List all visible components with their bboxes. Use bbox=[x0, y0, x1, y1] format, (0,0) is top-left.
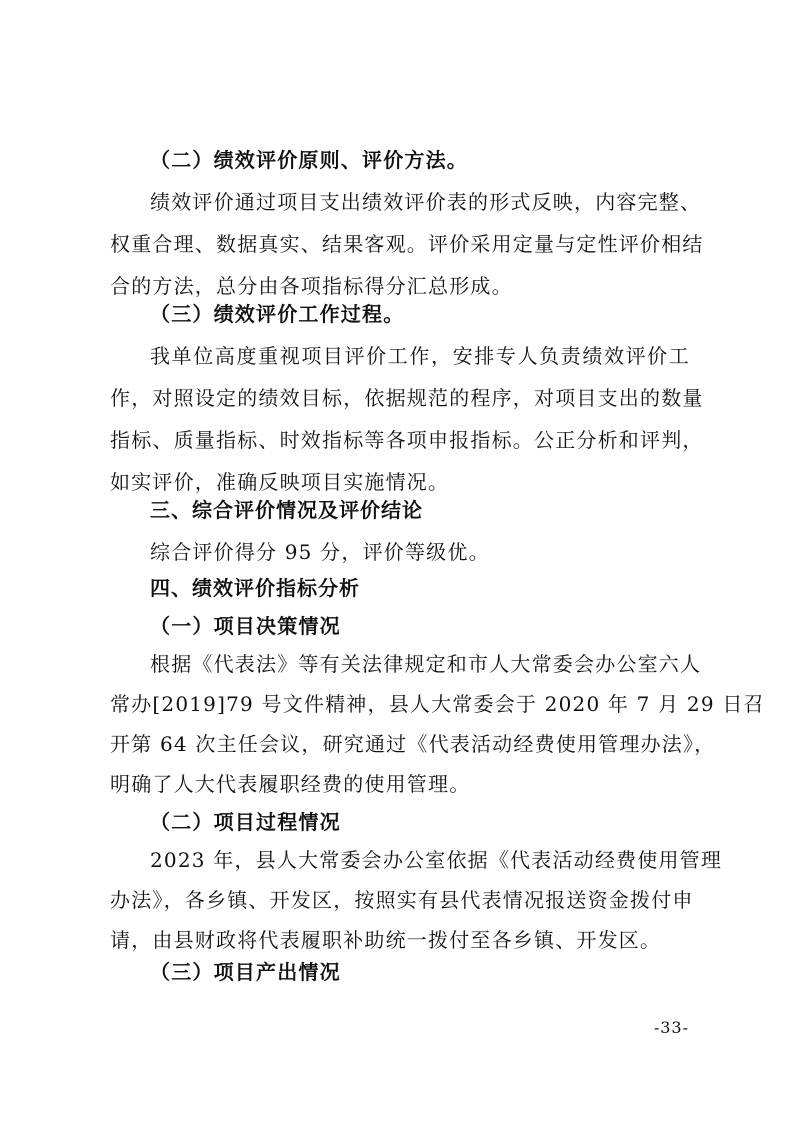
heading-evaluation-principles: （二）绩效评价原则、评价方法。 bbox=[150, 148, 468, 172]
paragraph-line: 我单位高度重视项目评价工作，安排专人负责绩效评价工 bbox=[150, 344, 690, 368]
paragraph-line: 作，对照设定的绩效目标，依据规范的程序，对项目支出的数量 bbox=[110, 386, 704, 410]
paragraph-line: 综合评价得分 95 分，评价等级优。 bbox=[150, 540, 490, 564]
paragraph-line: 根据《代表法》等有关法律规定和市人大常委会办公室六人 bbox=[150, 652, 702, 676]
page-number: -33- bbox=[653, 1018, 689, 1037]
paragraph-line: 明确了人大代表履职经费的使用管理。 bbox=[110, 772, 471, 796]
heading-project-process: （二）项目过程情况 bbox=[150, 810, 341, 834]
heading-project-output: （三）项目产出情况 bbox=[150, 960, 341, 984]
heading-project-decision: （一）项目决策情况 bbox=[150, 614, 341, 638]
paragraph-line: 权重合理、数据真实、结果客观。评价采用定量与定性评价相结 bbox=[110, 232, 704, 256]
paragraph-line: 常办[2019]79 号文件精神，县人大常委会于 2020 年 7 月 29 日召 bbox=[110, 692, 765, 716]
paragraph-line: 绩效评价通过项目支出绩效评价表的形式反映，内容完整、 bbox=[150, 190, 702, 214]
paragraph-line: 2023 年，县人大常委会办公室依据《代表活动经费使用管理 bbox=[150, 848, 723, 872]
paragraph-line: 开第 64 次主任会议，研究通过《代表活动经费使用管理办法》， bbox=[110, 732, 716, 756]
paragraph-line: 指标、质量指标、时效指标等各项申报指标。公正分析和评判， bbox=[110, 428, 704, 452]
paragraph-line: 办法》，各乡镇、开发区，按照实有县代表情况报送资金拨付申 bbox=[110, 888, 694, 912]
paragraph-line: 如实评价，准确反映项目实施情况。 bbox=[110, 470, 450, 494]
paragraph-line: 请，由县财政将代表履职补助统一拨付至各乡镇、开发区。 bbox=[110, 928, 662, 952]
paragraph-line: 合的方法，总分由各项指标得分汇总形成。 bbox=[110, 274, 513, 298]
heading-evaluation-process: （三）绩效评价工作过程。 bbox=[150, 302, 405, 326]
heading-indicator-analysis: 四、绩效评价指标分析 bbox=[150, 576, 360, 600]
heading-overall-evaluation: 三、综合评价情况及评价结论 bbox=[150, 498, 423, 522]
